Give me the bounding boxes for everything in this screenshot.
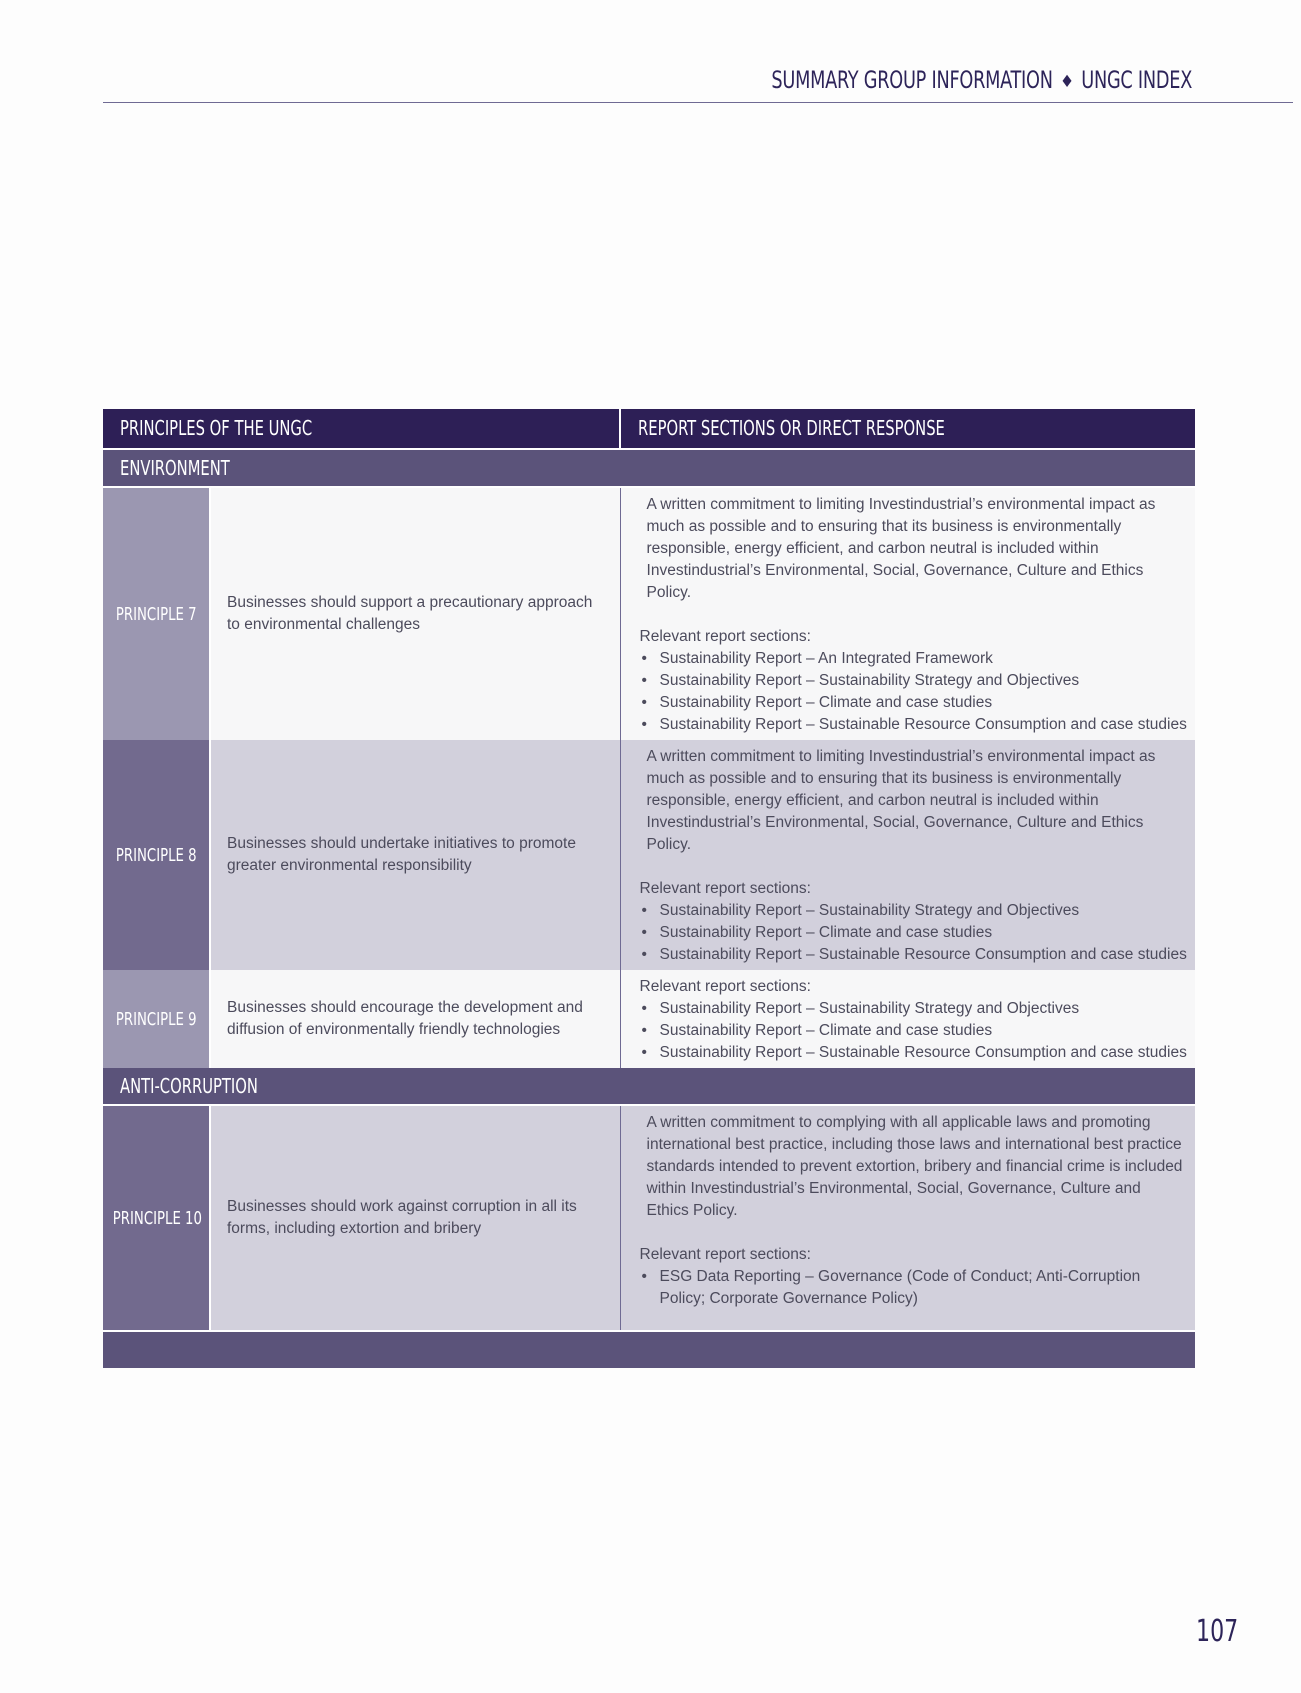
list-item: • Sustainability Report – Sustainability Strategy and Objectives	[640, 900, 1188, 922]
list-item: • Sustainability Report – Climate and case studies	[640, 692, 1188, 714]
ungc-index-table	[103, 409, 1195, 1368]
list-item: • Sustainability Report – Climate and case studies	[640, 922, 1188, 944]
list-item: • Sustainability Report – Climate and case studies	[640, 1020, 1188, 1042]
relevant-sections-list	[640, 648, 1188, 736]
relevant-sections-list	[640, 900, 1188, 966]
table-row-principle-9	[103, 970, 1195, 1068]
principle-label: PRINCIPLE 8	[103, 740, 210, 970]
section-title-anti-corruption: ANTI-CORRUPTION	[103, 1068, 1195, 1105]
principle-response	[620, 1105, 1195, 1331]
relevant-sections-label: Relevant report sections:	[639, 628, 811, 645]
list-item: • Sustainability Report – Sustainability Strategy and Objectives	[640, 670, 1188, 692]
header-title	[771, 66, 1192, 94]
page-number: 107	[1196, 1614, 1239, 1649]
principle-description: Businesses should encourage the development and diffusion of environmentally friendly technologies	[210, 970, 620, 1068]
principle-label: PRINCIPLE 7	[103, 487, 210, 740]
table-footer-row	[103, 1331, 1195, 1368]
relevant-sections-list	[640, 998, 1188, 1064]
table-row-principle-10	[103, 1105, 1195, 1331]
column-header-principles: PRINCIPLES OF THE UNGC	[103, 409, 620, 449]
header-index-title: UNGC INDEX	[1081, 66, 1192, 94]
response-intro: A written commitment to limiting Investindustrial’s environmental impact as much as possible and to ensuring that its business is environmentally responsible, energy efficient, and carbon neutral is included within Investindustrial’s Environmental, Social, Governance, Culture and Ethics Policy.	[646, 748, 1156, 853]
header-section-title: SUMMARY GROUP INFORMATION	[771, 66, 1053, 94]
section-row-environment	[103, 449, 1195, 487]
principle-label: PRINCIPLE 9	[103, 970, 210, 1068]
response-intro: A written commitment to complying with all applicable laws and promoting international best practice, including those laws and international best practice standards intended to prevent extortion, bribery and financial crime is included within Investindustrial’s Environmental, Social, Governance, Culture and Ethics Policy.	[646, 1114, 1183, 1219]
page-header	[103, 60, 1293, 103]
list-item: • ESG Data Reporting – Governance (Code of Conduct; Anti-Corruption Policy; Corporate Governance Policy)	[640, 1266, 1188, 1310]
table-footer-band	[103, 1331, 1195, 1368]
relevant-sections-label: Relevant report sections:	[639, 978, 811, 995]
column-header-response: REPORT SECTIONS OR DIRECT RESPONSE	[620, 409, 1195, 449]
principle-description: Businesses should support a precautionary approach to environmental challenges	[210, 487, 620, 740]
principle-response	[620, 487, 1195, 740]
response-intro: A written commitment to limiting Investindustrial’s environmental impact as much as possible and to ensuring that its business is environmentally responsible, energy efficient, and carbon neutral is included within Investindustrial’s Environmental, Social, Governance, Culture and Ethics Policy.	[646, 496, 1156, 601]
list-item: • Sustainability Report – Sustainable Resource Consumption and case studies	[640, 1042, 1188, 1064]
diamond-icon: ◆	[1062, 70, 1072, 89]
section-row-anti-corruption	[103, 1068, 1195, 1105]
table-row-principle-8	[103, 740, 1195, 970]
table-row-principle-7	[103, 487, 1195, 740]
table-header-row	[103, 409, 1195, 449]
list-item: • Sustainability Report – Sustainable Resource Consumption and case studies	[640, 714, 1188, 736]
list-item: • Sustainability Report – Sustainability Strategy and Objectives	[640, 998, 1188, 1020]
section-title-environment: ENVIRONMENT	[103, 449, 1195, 487]
principle-label: PRINCIPLE 10	[103, 1105, 210, 1331]
principle-description: Businesses should undertake initiatives to promote greater environmental responsibility	[210, 740, 620, 970]
principle-response	[620, 970, 1195, 1068]
principle-description: Businesses should work against corruption in all its forms, including extortion and bribery	[210, 1105, 620, 1331]
list-item: • Sustainability Report – An Integrated Framework	[640, 648, 1188, 670]
principle-response	[620, 740, 1195, 970]
relevant-sections-label: Relevant report sections:	[639, 880, 811, 897]
relevant-sections-list	[640, 1266, 1188, 1310]
relevant-sections-label: Relevant report sections:	[639, 1246, 811, 1263]
list-item: • Sustainability Report – Sustainable Resource Consumption and case studies	[640, 944, 1188, 966]
